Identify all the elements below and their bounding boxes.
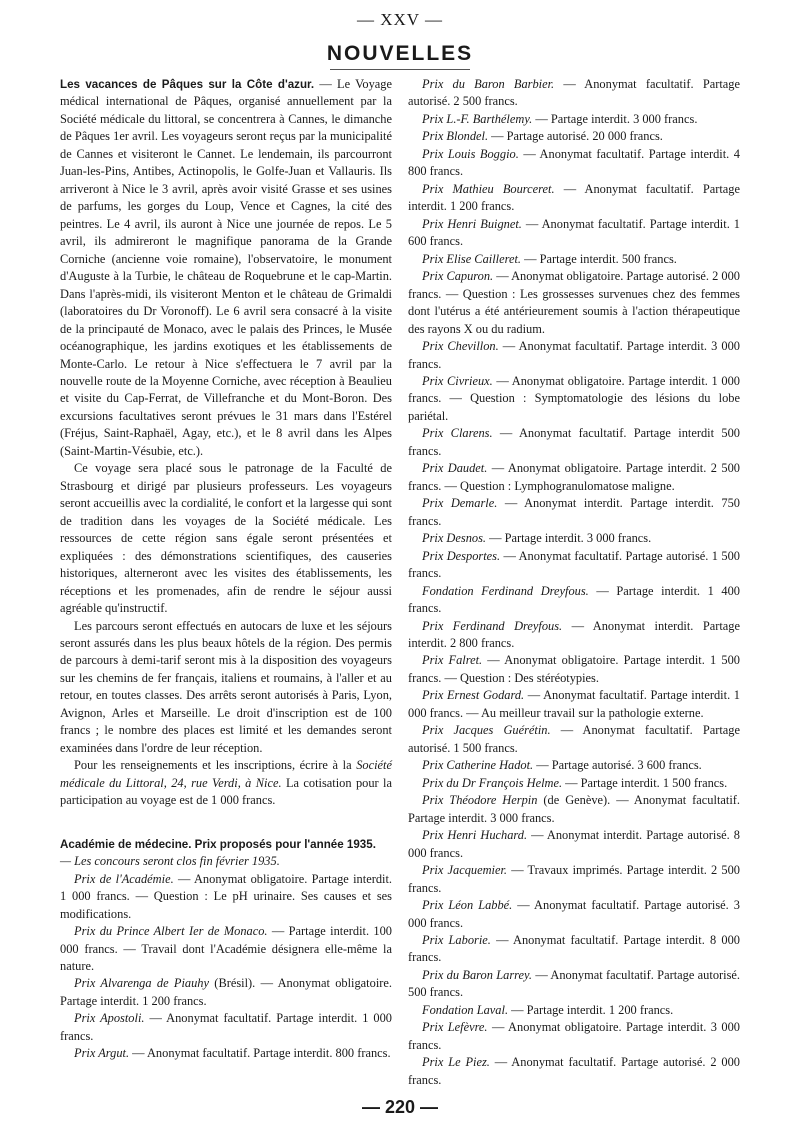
prize-entry bbox=[408, 425, 740, 460]
prize-entry bbox=[408, 128, 740, 145]
prize-details: — Partage autorisé. 3 600 francs. bbox=[533, 758, 702, 773]
page-roman-numeral: — XXV — bbox=[356, 10, 444, 29]
prize-details: — Anonymat facultatif. Partage autorisé. 500 francs. bbox=[408, 967, 741, 1000]
prize-name: Prix Clarens. bbox=[422, 426, 493, 441]
prize-name: Prix du Prince Albert Ier de Monaco. bbox=[74, 924, 268, 939]
page-title: NOUVELLES bbox=[326, 42, 474, 65]
prize-details: — Anonymat obligatoire. Partage autorisé. 2 000 francs. — Question : Les grossesses survenues chez des femmes dont l'utérus a été antérieurement soumis à l'action thérapeutique des rayons X ou du radium. bbox=[408, 269, 740, 336]
prize-entry bbox=[60, 871, 392, 923]
contact-address: Société médicale du Littoral, 24, rue Verdi, à Nice. bbox=[60, 758, 392, 790]
prize-name: Prix Jacques Guérétin. bbox=[422, 723, 551, 738]
prize-entry bbox=[408, 618, 740, 653]
prize-name: Prix Argut. bbox=[74, 1046, 130, 1061]
prize-entry bbox=[408, 1002, 740, 1019]
article-academie-subhead-paragraph bbox=[60, 853, 392, 870]
left-prize-list bbox=[60, 871, 392, 1063]
prize-entry bbox=[408, 652, 740, 687]
prize-entry bbox=[408, 181, 740, 216]
prize-entry bbox=[408, 530, 740, 547]
prize-entry bbox=[408, 897, 740, 932]
prize-entry bbox=[408, 76, 740, 111]
prize-name: Prix Apostoli. bbox=[74, 1011, 145, 1026]
prize-details: — Anonymat facultatif. Partage autorisé. 2 500 francs. bbox=[408, 77, 740, 109]
prize-details: — Anonymat facultatif. Partage interdit 500 francs. bbox=[408, 426, 740, 458]
prize-name: Prix Théodore Herpin bbox=[422, 793, 538, 808]
prize-details: — Anonymat facultatif. Partage autorisé. 3 000 francs. bbox=[408, 898, 740, 930]
prize-name: Prix Desnos. bbox=[422, 531, 487, 546]
article-vacances-paragraph-3: Les parcours seront effectués en autocars de luxe et les séjours seront assurés dans les plus beaux hôtels de la région. Des permis de parcours à demi-tarif seront mis à la disposition des voyageurs sur les chemins de fer français, italiens et roumains, à l'aller et au retour, en toutes classes. Des arrêts seront autorisés à Paris, Lyon, Avignon, Arles et Marseille. Le droit d'inscription est de 100 francs ; le nombre des places est limité et les demandes seront examinées dans l'ordre de leur réception. bbox=[60, 618, 392, 755]
prize-details: — Partage interdit. 1 400 francs. bbox=[408, 583, 740, 616]
prize-details: — Anonymat facultatif. Partage autorisé. 1 500 francs. bbox=[408, 723, 740, 755]
prize-name: Prix Louis Boggio. bbox=[422, 146, 519, 161]
prize-entry bbox=[408, 460, 740, 495]
prize-details: — Anonymat obligatoire. Partage interdit. 1 000 francs. — Question : Symptomatologie des lésions du lobe pariétal. bbox=[408, 373, 740, 423]
prize-name: Prix Desportes. bbox=[422, 548, 501, 563]
prize-entry bbox=[408, 932, 740, 967]
prize-name: Prix Elise Cailleret. bbox=[422, 251, 521, 266]
prize-entry bbox=[408, 757, 740, 774]
prize-details: (Brésil). — Anonymat obligatoire. Partage interdit. 1 200 francs. bbox=[60, 976, 392, 1008]
prize-details: — Anonymat obligatoire. Partage interdit. 1 000 francs. — Question : Le pH urinaire. Ses causes et ses modifications. bbox=[60, 871, 392, 921]
prize-name: Prix Jacquemier. bbox=[422, 863, 508, 878]
prize-details: — Travaux imprimés. Partage interdit. 2 500 francs. bbox=[408, 863, 740, 895]
prize-details: — Anonymat interdit. Partage autorisé. 8 000 francs. bbox=[408, 828, 741, 860]
title-rule bbox=[330, 69, 470, 70]
prize-details: (de Genève). — Anonymat facultatif. Partage interdit. 3 000 francs. bbox=[408, 793, 740, 825]
prize-details: — Partage interdit. 1 500 francs. bbox=[562, 775, 728, 790]
prize-name: Prix Lefèvre. bbox=[422, 1020, 488, 1035]
article-academie-heading: Académie de médecine. Prix proposés pour l'année 1935. bbox=[60, 837, 376, 851]
prize-entry bbox=[408, 268, 740, 338]
prize-name: Prix Mathieu Bourceret. bbox=[422, 181, 555, 196]
prize-entry bbox=[408, 1019, 740, 1054]
prize-name: Prix L.-F. Barthélemy. bbox=[422, 111, 533, 126]
prize-entry bbox=[408, 775, 740, 792]
prize-name: Prix de l'Académie. bbox=[74, 871, 174, 886]
page-number: — 220 — bbox=[361, 1097, 439, 1117]
prize-details: — Anonymat facultatif. Partage interdit. 4 800 francs. bbox=[408, 146, 740, 179]
prize-entry bbox=[408, 967, 740, 1002]
prize-details: — Anonymat obligatoire. Partage interdit. 3 000 francs. bbox=[408, 1020, 740, 1052]
prize-name: Prix Civrieux. bbox=[422, 373, 493, 388]
contact-prefix: Pour les renseignements et les inscriptions, écrire à la bbox=[74, 758, 357, 773]
prize-name: Prix Daudet. bbox=[422, 461, 488, 476]
prize-details: — Anonymat facultatif. Partage interdit. 800 francs. bbox=[129, 1046, 391, 1061]
prize-entry bbox=[408, 146, 740, 181]
prize-name: Prix Ferdinand Dreyfous. bbox=[422, 618, 563, 633]
prize-details: — Partage interdit. 500 francs. bbox=[521, 251, 677, 266]
contact-suffix: La cotisation pour la participation au voyage est de 1 000 francs. bbox=[60, 775, 392, 808]
prize-details: — Anonymat facultatif. Partage interdit. 1 200 francs. bbox=[408, 181, 741, 214]
prize-name: Prix Chevillon. bbox=[422, 339, 499, 354]
prize-details: — Anonymat interdit. Partage interdit. 750 francs. bbox=[408, 496, 740, 528]
prize-entry bbox=[408, 1054, 740, 1089]
prize-name: Prix Henri Huchard. bbox=[422, 828, 528, 843]
prize-name: Prix Léon Labbé. bbox=[422, 898, 513, 913]
prize-entry bbox=[408, 338, 740, 373]
prize-name: Prix Henri Buignet. bbox=[422, 216, 522, 231]
prize-entry bbox=[408, 548, 740, 583]
right-prize-list bbox=[408, 76, 740, 1089]
prize-name: Prix du Baron Larrey. bbox=[422, 967, 532, 982]
prize-name: Prix Laborie. bbox=[422, 932, 491, 947]
prize-details: — Anonymat facultatif. Partage interdit. 8 000 francs. bbox=[408, 932, 740, 965]
prize-entry bbox=[408, 862, 740, 897]
prize-details: — Partage interdit. 3 000 francs. bbox=[532, 111, 698, 126]
article-vacances-paragraph-4 bbox=[60, 757, 392, 809]
prize-details: — Anonymat facultatif. Partage autorisé. 2 000 francs. bbox=[408, 1055, 740, 1087]
article-vacances-intro: — Le Voyage médical international de Pâques, organisé annuellement par la Société médicale du littoral, se concentrera à Cannes, le dimanche de Pâques 1er avril. Les voyageurs seront reçus par la municipalité de Cannes et visiteront le Cannet. Le lendemain, ils parcourront Juan-les-Pins, Antibes, Actinopolis, le Golfe-Juan et Vallauris. Ils arriveront à Nice le 3 avril, après avoir visité Grasse et ses usines de parfums, les gorges du Loup, Vence et Cagnes, la cité des peintres. Le 4 avril, ils auront à Nice une journée de repos. Le 5 avril, ils admireront le magnifique panorama de la Grande Corniche (ancienne voie romaine), l'observatoire, le monument d'Auguste à la Turbie, le château de Roquebrune et le cap-Martin. Dans l'après-midi, ils visiteront Menton et le château de Grimaldi (laboratoires du Dr Voronoff). Le 6 avril sera consacré à la visite de la principauté de Monaco, avec le palais des Princes, le Musée océanographique, les jardins exotiques et les établissements de Monte-Carlo. Le retour à Nice s'effectuera le 7 avril par la nouvelle route de la Moyenne Corniche, avec réception à Beaulieu et visite du Cap-Ferrat, de Villefranche et du Mont-Boron. Des excursions facultatives seront prévues le 31 mars dans l'Estérel (Fréjus, Saint-Raphaël, Agay, etc.), et le 8 avril dans les Alpes (Saint-Martin-Vésubie, etc.). bbox=[60, 77, 393, 458]
prize-details: — Partage autorisé. 20 000 francs. bbox=[488, 129, 663, 144]
prize-name: Fondation Laval. bbox=[422, 1002, 509, 1017]
prize-details: — Anonymat facultatif. Partage autorisé. 1 500 francs. bbox=[408, 548, 740, 581]
prize-entry bbox=[408, 722, 740, 757]
prize-details: — Anonymat facultatif. Partage interdit. 1 000 francs. — Au meilleur travail sur la pathologie externe. bbox=[408, 688, 740, 720]
prize-details: — Partage interdit. 1 200 francs. bbox=[508, 1002, 674, 1017]
left-column bbox=[60, 76, 392, 1063]
prize-entry bbox=[408, 111, 740, 128]
article-vacances-paragraph-2: Ce voyage sera placé sous le patronage de la Faculté de Strasbourg et dirigé par plusieurs professeurs. Les voyageurs seront accueillis avec la cordialité, le confort et la largesse qui sont de tradition dans les voyages de la Société médicale. Les ressources de cette région sans égale seront présentées et expliquées : des démonstrations scientifiques, des causeries historiques, alterneront avec les visites des établissements, les réceptions et les promenades, afin de rendre le séjour aussi agréable qu'instructif. bbox=[60, 461, 392, 616]
prize-name: Fondation Ferdinand Dreyfous. bbox=[422, 583, 589, 598]
right-column bbox=[408, 76, 740, 1089]
prize-entry bbox=[408, 827, 740, 862]
prize-entry bbox=[60, 923, 392, 975]
prize-name: Prix Alvarenga de Piauhy bbox=[74, 976, 209, 991]
prize-name: Prix Falret. bbox=[422, 653, 483, 668]
prize-entry bbox=[60, 1010, 392, 1045]
prize-name: Prix Le Piez. bbox=[422, 1055, 490, 1070]
prize-entry bbox=[60, 1045, 392, 1062]
prize-name: Prix Catherine Hadot. bbox=[422, 758, 534, 773]
prize-name: Prix Blondel. bbox=[422, 129, 489, 144]
prize-entry bbox=[408, 216, 740, 251]
prize-name: Prix Ernest Godard. bbox=[422, 688, 525, 703]
article-vacances-paragraph-1 bbox=[60, 76, 392, 460]
prize-entry bbox=[408, 495, 740, 530]
prize-entry bbox=[408, 792, 740, 827]
prize-details: — Anonymat facultatif. Partage interdit. 3 000 francs. bbox=[408, 339, 740, 371]
prize-entry bbox=[408, 373, 740, 425]
prize-details: — Anonymat obligatoire. Partage interdit. 2 500 francs. — Question : Lymphogranulomatose maligne. bbox=[408, 461, 740, 493]
prize-details: — Anonymat obligatoire. Partage interdit. 1 500 francs. — Question : Des stéréotypies. bbox=[408, 653, 740, 685]
prize-entry bbox=[408, 687, 740, 722]
prize-name: Prix Demarle. bbox=[422, 496, 498, 511]
prize-details: — Anonymat facultatif. Partage interdit. 1 600 francs. bbox=[408, 216, 740, 249]
prize-name: Prix du Baron Barbier. bbox=[422, 77, 555, 91]
prize-details: — Anonymat interdit. Partage interdit. 2 800 francs. bbox=[408, 618, 740, 650]
prize-name: Prix du Dr François Helme. bbox=[422, 775, 563, 790]
article-vacances-heading: Les vacances de Pâques sur la Côte d'azur. bbox=[60, 78, 315, 91]
article-academie-subhead: — Les concours seront clos fin février 1935. bbox=[60, 854, 280, 869]
prize-name: Prix Capuron. bbox=[422, 269, 494, 284]
prize-entry bbox=[408, 583, 740, 618]
prize-entry bbox=[408, 251, 740, 268]
article-academie-heading-paragraph bbox=[60, 836, 392, 853]
prize-details: — Partage interdit. 100 000 francs. — Travail dont l'Académie désignera elle-même la nature. bbox=[60, 924, 392, 973]
prize-details: — Anonymat facultatif. Partage interdit. 1 000 francs. bbox=[60, 1011, 392, 1043]
prize-entry bbox=[60, 975, 392, 1010]
prize-details: — Partage interdit. 3 000 francs. bbox=[486, 531, 652, 546]
